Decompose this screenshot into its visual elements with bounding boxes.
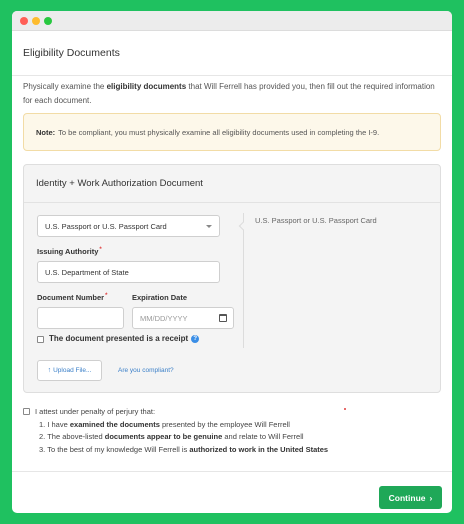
intro-post: that Will Ferrell has provided you, then fill out the required information for each document. xyxy=(23,82,435,105)
intro-pre: Physically examine the xyxy=(23,82,107,91)
chevron-down-icon xyxy=(206,225,212,228)
issuing-authority-input[interactable] xyxy=(37,261,220,283)
document-number-input[interactable] xyxy=(37,307,124,329)
expiration-date-input[interactable] xyxy=(132,307,234,329)
attest-item-bold: examined the documents xyxy=(69,419,160,429)
attest-item-bold: authorized to work in the United States xyxy=(189,444,329,454)
compliance-help-link[interactable]: Are you compliant? xyxy=(118,367,174,374)
upload-icon: ↑ xyxy=(47,367,52,374)
divider-pointer xyxy=(239,222,247,230)
receipt-checkbox[interactable] xyxy=(37,336,44,343)
expiration-date-label: Expiration Date xyxy=(132,293,188,302)
document-number-label-text: Document Number xyxy=(37,293,105,302)
required-dot xyxy=(344,408,346,410)
upload-file-label: Upload File... xyxy=(53,367,92,374)
document-card xyxy=(23,164,441,393)
document-card-title: Identity + Work Authorization Document xyxy=(24,165,440,203)
required-marker: * xyxy=(105,293,108,299)
document-type-value: U.S. Passport or U.S. Passport Card xyxy=(45,221,167,231)
close-window-icon[interactable] xyxy=(20,17,28,25)
app-window xyxy=(12,11,452,513)
maximize-window-icon[interactable] xyxy=(44,17,52,25)
required-marker: * xyxy=(99,247,102,253)
footer-divider xyxy=(12,471,452,472)
chevron-right-icon: › xyxy=(429,492,433,503)
document-type-select[interactable] xyxy=(37,215,220,237)
attest-item-prefix: 2. The above-listed xyxy=(39,432,105,441)
expiration-date-placeholder: MM/DD/YYYY xyxy=(140,313,188,323)
window-titlebar xyxy=(12,11,452,31)
document-description: U.S. Passport or U.S. Passport Card xyxy=(255,216,377,225)
page-header xyxy=(12,31,452,76)
issuing-authority-label xyxy=(37,247,102,256)
compliance-note xyxy=(23,113,441,151)
continue-label: Continue xyxy=(388,492,426,503)
attest-intro: I attest under penalty of perjury that: xyxy=(35,407,156,416)
attest-list xyxy=(35,419,328,457)
issuing-authority-value: U.S. Department of State xyxy=(45,267,129,277)
attest-item xyxy=(35,444,328,457)
attest-checkbox[interactable] xyxy=(23,408,30,415)
intro-text xyxy=(23,80,441,108)
continue-button[interactable] xyxy=(379,486,442,509)
upload-file-button[interactable] xyxy=(37,360,102,381)
attest-item-suffix: presented by the employee Will Ferrell xyxy=(159,419,290,429)
attest-item-prefix: 3. To the best of my knowledge Will Ferrell is xyxy=(39,444,190,454)
attest-item xyxy=(35,431,328,444)
minimize-window-icon[interactable] xyxy=(32,17,40,25)
attest-item-bold: documents appear to be genuine xyxy=(104,432,223,441)
receipt-label-text: The document presented is a receipt xyxy=(49,334,189,343)
help-icon[interactable]: ? xyxy=(191,335,199,343)
calendar-icon[interactable] xyxy=(219,314,227,322)
attest-item xyxy=(35,419,328,432)
receipt-label xyxy=(49,334,199,343)
issuing-authority-label-text: Issuing Authority xyxy=(37,247,99,256)
note-text: To be compliant, you must physically examine all eligibility documents used in completing the I-9. xyxy=(58,127,380,137)
column-divider xyxy=(243,213,244,348)
note-label: Note: xyxy=(36,127,56,137)
document-number-label xyxy=(37,293,107,302)
intro-bold: eligibility documents xyxy=(106,82,187,91)
attest-item-suffix: and relate to Will Ferrell xyxy=(222,432,304,441)
page-title: Eligibility Documents xyxy=(23,47,120,59)
attest-item-prefix: 1. I have xyxy=(39,419,70,429)
attestation xyxy=(35,406,328,456)
